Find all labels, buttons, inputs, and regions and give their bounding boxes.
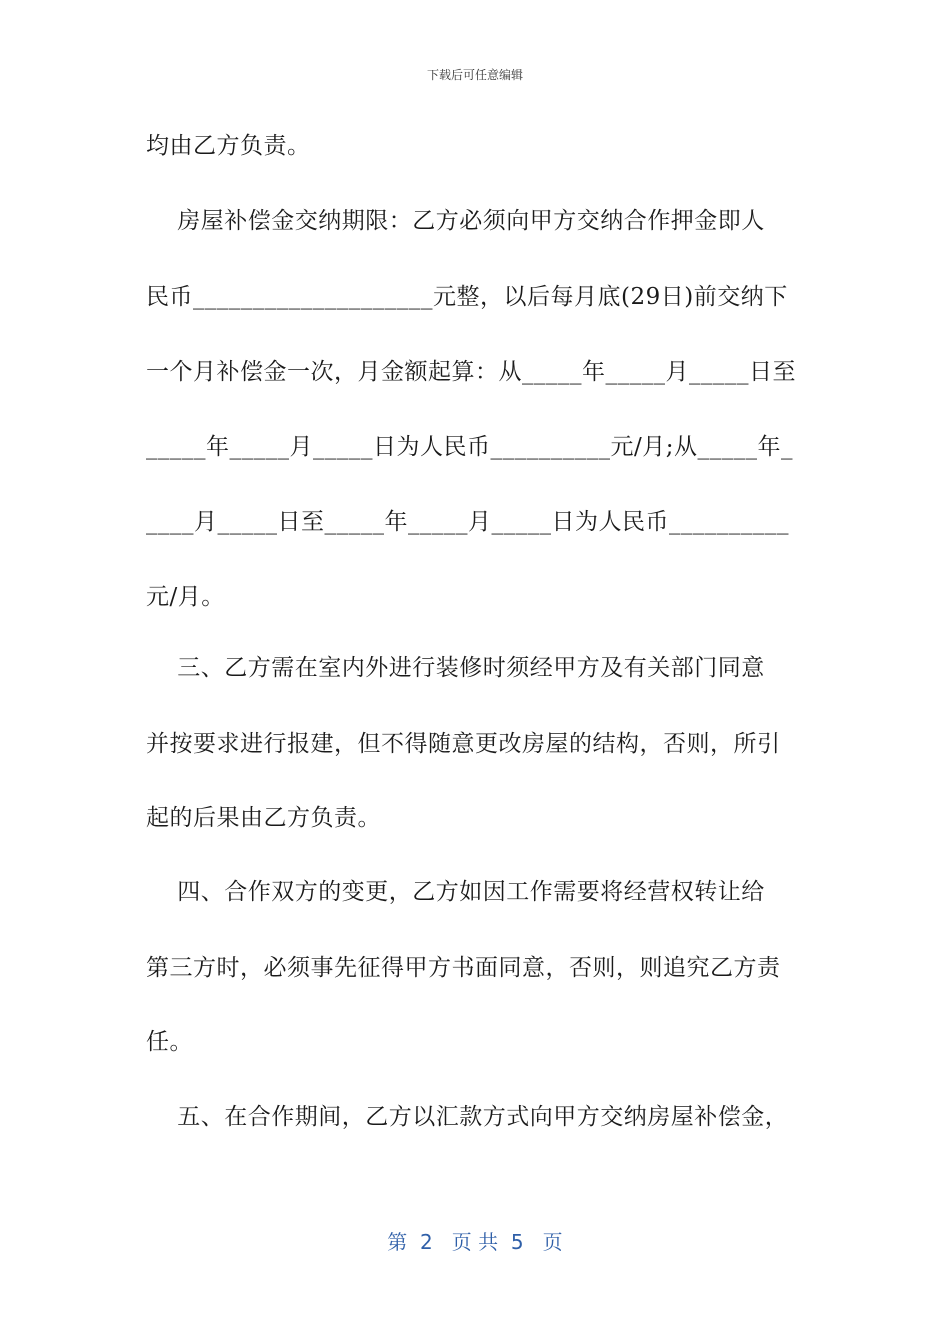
text-line: 均由乙方负责。: [146, 133, 311, 159]
header-note: 下载后可任意编辑: [426, 68, 523, 82]
text-line: 元/月。: [146, 584, 225, 610]
text-line: 民币____________________元整，以后每月底(29日)前交纳下: [146, 284, 788, 310]
text-line: 并按要求进行报建，但不得随意更改房屋的结构，否则，所引: [146, 731, 781, 757]
text-line: 起的后果由乙方负责。: [146, 805, 381, 831]
text-line: 五、在合作期间，乙方以汇款方式向甲方交纳房屋补偿金，: [146, 1104, 789, 1130]
text-line: 一个月补偿金一次，月金额起算：从_____年_____月_____日至: [146, 359, 796, 385]
text-line: 房屋补偿金交纳期限：乙方必须向甲方交纳合作押金即人: [146, 208, 765, 234]
text-line: _____年_____月_____日为人民币__________元/月;从_____年_: [146, 434, 793, 460]
text-line: 四、合作双方的变更，乙方如因工作需要将经营权转让给: [146, 879, 765, 905]
page-number: 第 2 页 共 5 页: [387, 1230, 563, 1254]
text-line: 任。: [146, 1029, 193, 1055]
text-line: 三、乙方需在室内外进行装修时须经甲方及有关部门同意: [146, 655, 765, 681]
text-line: 第三方时，必须事先征得甲方书面同意，否则，则追究乙方责: [146, 955, 781, 981]
text-line: ____月_____日至_____年_____月_____日为人民币__________: [146, 509, 789, 535]
